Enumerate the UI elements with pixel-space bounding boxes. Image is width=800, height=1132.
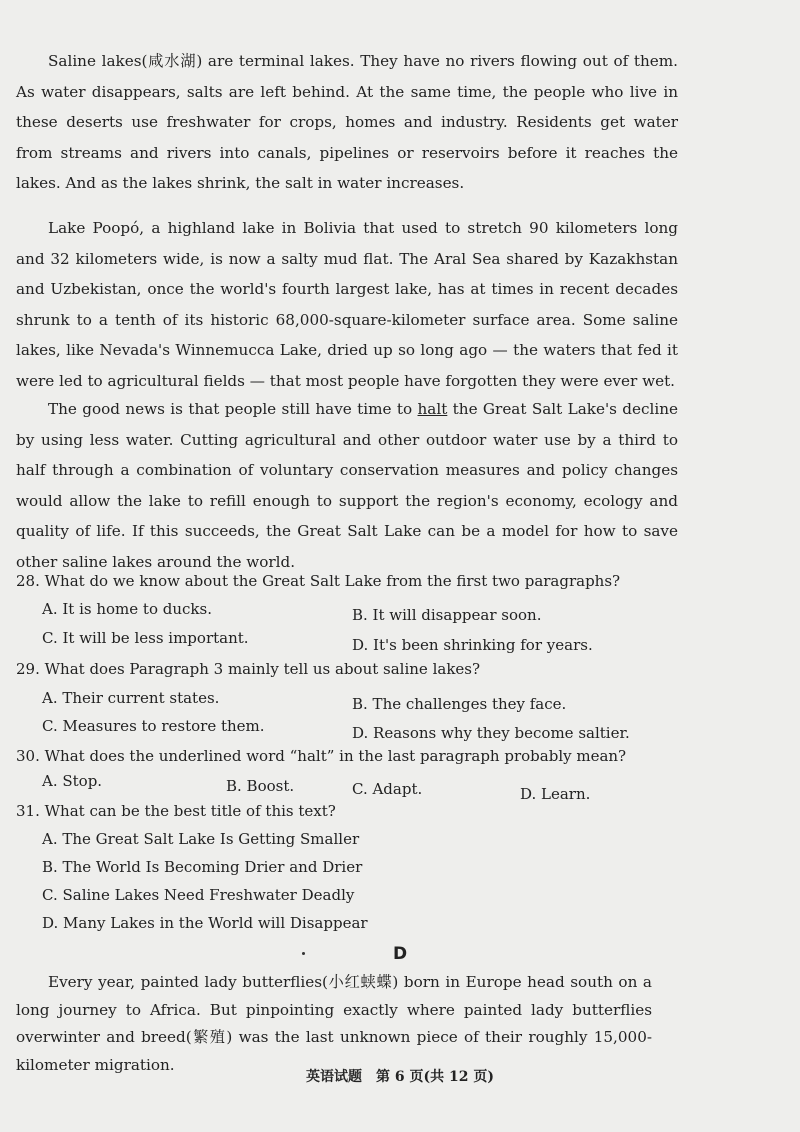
question-28-option-c: C. It will be less important. bbox=[42, 629, 249, 647]
question-28-stem: 28. What do we know about the Great Salt Lake from the first two paragraphs? bbox=[16, 572, 621, 590]
passage-d-paragraph: Every year, painted lady butterflies(小红蛱蝶) born in Europe head south on a long journey to Africa. But pinpointing exactly where painted lady butterflies overwinter and breed(繁殖) was the last unknown piece of their roughly 15,000-kilometer migration. bbox=[16, 973, 652, 1074]
question-29-option-b: B. The challenges they face. bbox=[352, 695, 567, 713]
paragraph-2-text: Lake Poopó, a highland lake in Bolivia that used to stretch 90 kilometers long and 32 kilometers wide, is now a salty mud flat. The Aral Sea shared by Kazakhstan and Uzbekistan, once the world's fourth largest lake, has at times in recent decades shrunk to a tenth of its historic 68,000-square-kilometer surface area. Some saline lakes, like Nevada's Winnemucca Lake, dried up so long ago — the waters that fed it were led to agricultural fields — that most people have forgotten they were ever wet. bbox=[16, 219, 678, 390]
question-29-stem: 29. What does Paragraph 3 mainly tell us about saline lakes? bbox=[16, 660, 481, 678]
paragraph-3 bbox=[16, 394, 678, 577]
question-29-option-c: C. Measures to restore them. bbox=[42, 717, 265, 735]
question-28-option-b: B. It will disappear soon. bbox=[352, 606, 542, 624]
paragraph-2 bbox=[16, 213, 678, 396]
underlined-word-halt: halt bbox=[417, 400, 448, 418]
question-29-option-d: D. Reasons why they become saltier. bbox=[352, 724, 630, 742]
paragraph-1: Saline lakes(咸水湖) are terminal lakes. They have no rivers flowing out of them. As water disappears, salts are left behind. At the same time, the people who live in these deserts use freshwater for crops, homes and industry. Residents get water from streams and rivers into canals, pipelines or reservoirs before it reaches the lakes. And as the lakes shrink, the salt in water increases. bbox=[16, 52, 678, 192]
section-label: D bbox=[392, 944, 408, 964]
question-31-option-a: A. The Great Salt Lake Is Getting Smaller bbox=[42, 830, 360, 848]
question-30-option-d: D. Learn. bbox=[520, 785, 591, 803]
question-30-option-b: B. Boost. bbox=[226, 777, 295, 795]
paragraph-3-before: The good news is that people still have time to bbox=[48, 400, 418, 418]
question-28-option-d: D. It's been shrinking for years. bbox=[352, 636, 593, 654]
question-29-option-a: A. Their current states. bbox=[42, 689, 220, 707]
question-31-option-d: D. Many Lakes in the World will Disappear bbox=[42, 914, 368, 932]
question-31-stem: 31. What can be the best title of this text? bbox=[16, 802, 336, 820]
question-31-option-c: C. Saline Lakes Need Freshwater Deadly bbox=[42, 886, 355, 904]
question-31-option-b: B. The World Is Becoming Drier and Drier bbox=[42, 858, 363, 876]
question-30-option-a: A. Stop. bbox=[42, 772, 103, 790]
question-28-option-a: A. It is home to ducks. bbox=[42, 600, 212, 618]
paragraph-3-after: the Great Salt Lake's decline by using less water. Cutting agricultural and other outdoor water use by a third to half through a combination of voluntary conservation measures and policy changes would allow the lake to refill enough to support the region's economy, ecology and quality of life. If this succeeds, the Great Salt Lake can be a model for how to save other saline lakes around the world. bbox=[16, 400, 679, 571]
page-footer: 英语试题 第 6 页(共 12 页) bbox=[306, 1069, 494, 1085]
question-30-stem: 30. What does the underlined word “halt” in the last paragraph probably mean? bbox=[16, 747, 627, 765]
question-30-option-c: C. Adapt. bbox=[352, 780, 423, 798]
